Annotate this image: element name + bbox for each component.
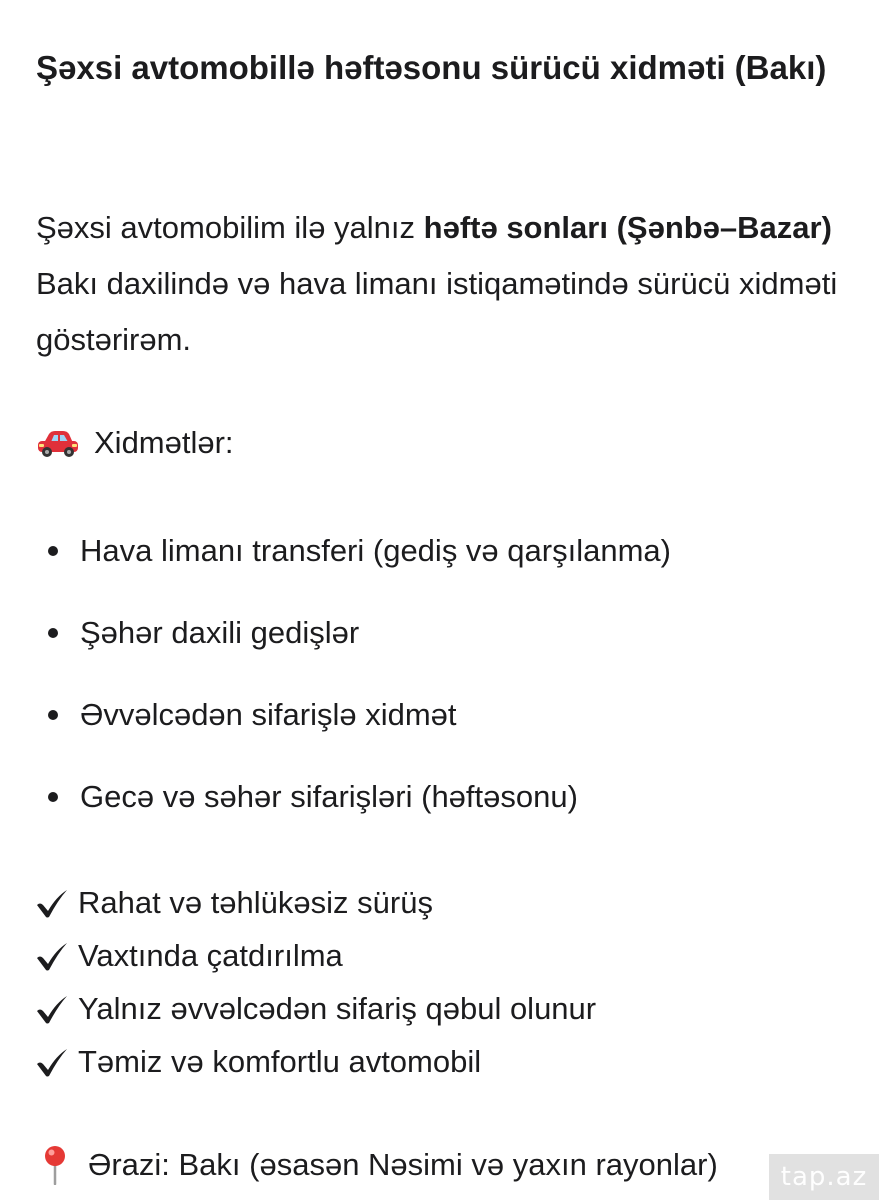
feature-item (34, 1035, 854, 1088)
feature-item (34, 876, 854, 929)
area-line (40, 1140, 718, 1190)
check-mark-icon (34, 993, 70, 1025)
feature-item-text: Vaxtında çatdırılma (78, 938, 343, 973)
list-item (48, 686, 848, 768)
services-heading (36, 418, 234, 468)
list-item-text: Əvvəlcədən sifarişlə xidmət (80, 697, 457, 732)
feature-item-text: Rahat və təhlükəsiz sürüş (78, 885, 433, 920)
check-mark-icon (34, 1046, 70, 1078)
watermark: tap.az (769, 1154, 879, 1200)
bullet-icon (48, 628, 58, 638)
bullet-icon (48, 792, 58, 802)
feature-item (34, 929, 854, 982)
services-list (48, 522, 848, 850)
intro-text-end: Bakı daxilində və hava limanı istiqamətində sürücü xidməti göstərirəm. (36, 266, 838, 357)
check-mark-icon (34, 887, 70, 919)
list-item (48, 604, 848, 686)
intro-text-bold: həftə sonları (Şənbə–Bazar) (423, 210, 832, 245)
list-item-text: Şəhər daxili gedişlər (80, 615, 360, 650)
bullet-icon (48, 546, 58, 556)
feature-item (34, 982, 854, 1035)
intro-paragraph (36, 200, 856, 368)
list-item (48, 522, 848, 604)
feature-item-text: Təmiz və komfortlu avtomobil (78, 1044, 482, 1079)
feature-item-text: Yalnız əvvəlcədən sifariş qəbul olunur (78, 991, 597, 1026)
features-list (34, 876, 854, 1088)
pin-icon (40, 1145, 70, 1185)
area-text: Ərazi: Bakı (əsasən Nəsimi və yaxın rayonlar) (88, 1147, 718, 1182)
list-item-text: Hava limanı transferi (gediş və qarşılanma) (80, 533, 671, 568)
services-heading-label: Xidmətlər: (94, 425, 234, 460)
check-mark-icon (34, 940, 70, 972)
intro-text-start: Şəxsi avtomobilim ilə yalnız (36, 210, 424, 245)
list-item (48, 768, 848, 850)
car-icon (36, 427, 80, 459)
list-item-text: Gecə və səhər sifarişləri (həftəsonu) (80, 779, 578, 814)
bullet-icon (48, 710, 58, 720)
listing-title: Şəxsi avtomobillə həftəsonu sürücü xidməti (Bakı) (36, 49, 827, 86)
